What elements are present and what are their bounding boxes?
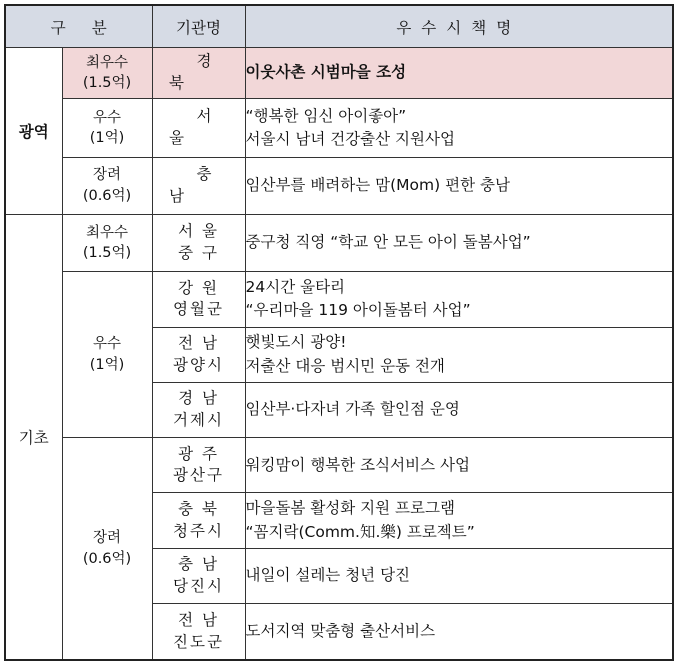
grade-cell: 우수 (1억)	[62, 99, 152, 157]
agency-cell: 충 남 당진시	[152, 548, 245, 603]
header-row	[5, 5, 673, 48]
agency-cell: 광 주 광산구	[152, 438, 245, 493]
agency-cell: 경 남 거제시	[152, 382, 245, 437]
table-row	[5, 438, 673, 493]
grade-cell: 장려 (0.6억)	[62, 438, 152, 660]
awards-table	[4, 4, 674, 661]
table-row	[5, 272, 673, 327]
grade-cell: 최우수 (1.5억)	[62, 214, 152, 271]
table-row	[5, 99, 673, 157]
table-row	[5, 157, 673, 214]
agency-cell: 충 북 청주시	[152, 493, 245, 548]
header-agency: 기관명	[152, 5, 245, 48]
grade-cell: 우수 (1억)	[62, 272, 152, 438]
grade-cell: 최우수 (1.5억)	[62, 48, 152, 99]
policy-cell: 마을돌봄 활성화 지원 프로그램 “꼼지락(Comm.知.樂) 프로젝트”	[245, 493, 673, 548]
agency-cell: 전 남 진도군	[152, 604, 245, 660]
policy-cell: 도서지역 맞춤형 출산서비스	[245, 604, 673, 660]
agency-cell: 서 울 중 구	[152, 214, 245, 271]
table-row	[5, 214, 673, 271]
policy-cell: 중구청 직영 “학교 안 모든 아이 돌봄사업”	[245, 214, 673, 271]
policy-cell: 임산부·다자녀 가족 할인점 운영	[245, 382, 673, 437]
policy-cell: 내일이 설레는 청년 당진	[245, 548, 673, 603]
policy-cell: 햇빛도시 광양! 저출산 대응 범시민 운동 전개	[245, 327, 673, 382]
agency-cell: 강 원 영월군	[152, 272, 245, 327]
grade-cell: 장려 (0.6억)	[62, 157, 152, 214]
policy-cell: 워킹맘이 행복한 조식서비스 사업	[245, 438, 673, 493]
header-policy: 우수시책명	[245, 5, 673, 48]
policy-cell: 24시간 울타리 “우리마을 119 아이돌봄터 사업”	[245, 272, 673, 327]
group-basic: 기초	[5, 214, 62, 660]
group-metro: 광역	[5, 48, 62, 215]
agency-cell: 경 북	[152, 48, 245, 99]
policy-cell: 이웃사촌 시범마을 조성	[245, 48, 673, 99]
table-row	[5, 48, 673, 99]
header-division: 구분	[5, 5, 152, 48]
agency-cell: 전 남 광양시	[152, 327, 245, 382]
policy-cell: “행복한 임신 아이좋아” 서울시 남녀 건강출산 지원사업	[245, 99, 673, 157]
policy-cell: 임산부를 배려하는 맘(Mom) 편한 충남	[245, 157, 673, 214]
agency-cell: 서 울	[152, 99, 245, 157]
agency-cell: 충 남	[152, 157, 245, 214]
